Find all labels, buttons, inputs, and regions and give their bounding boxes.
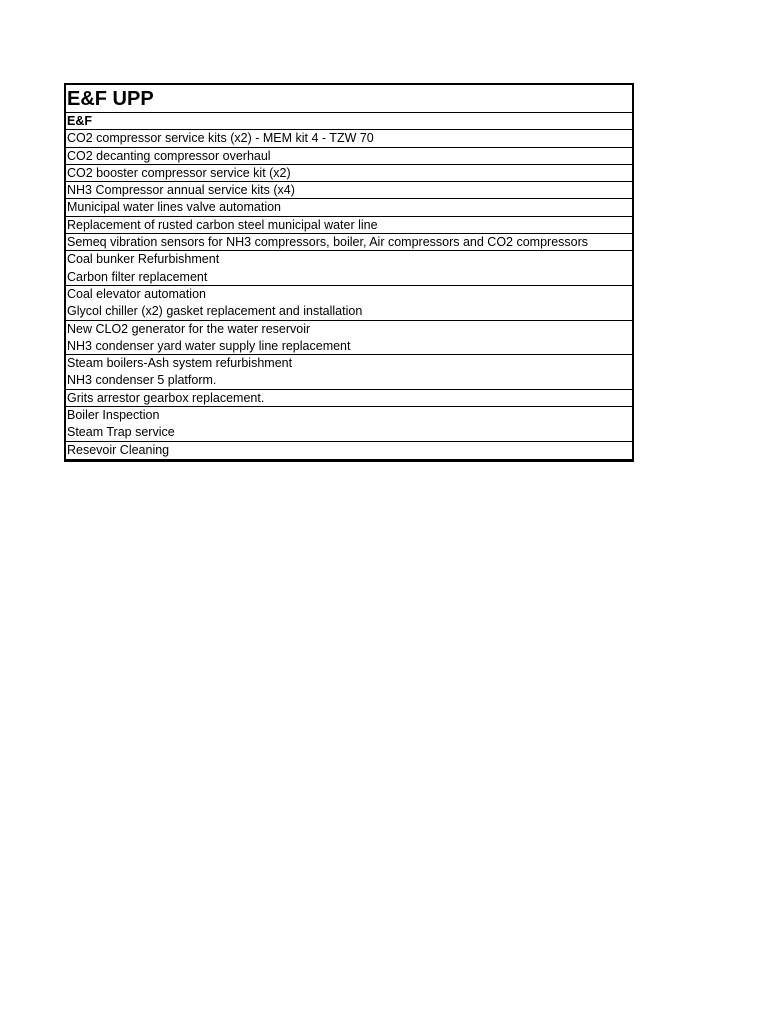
table-row[interactable]: NH3 condenser 5 platform. xyxy=(66,372,632,389)
table-row[interactable]: NH3 condenser yard water supply line replacement xyxy=(66,338,632,355)
table-row[interactable]: Municipal water lines valve automation xyxy=(66,199,632,216)
table-row[interactable]: Semeq vibration sensors for NH3 compressors, boiler, Air compressors and CO2 compressors xyxy=(66,234,632,251)
table-row[interactable]: CO2 compressor service kits (x2) - MEM kit 4 - TZW 70 xyxy=(66,130,632,147)
spreadsheet-table xyxy=(64,83,634,462)
table-row[interactable]: NH3 Compressor annual service kits (x4) xyxy=(66,182,632,199)
table-row[interactable]: Boiler Inspection xyxy=(67,408,160,423)
table-row[interactable]: Resevoir Cleaning xyxy=(67,442,170,457)
table-row[interactable]: Coal elevator automation xyxy=(67,286,206,301)
table-row[interactable]: Replacement of rusted carbon steel municipal water line xyxy=(66,217,632,234)
table-row[interactable]: Steam Trap service xyxy=(66,424,632,441)
table-row[interactable]: CO2 decanting compressor overhaul xyxy=(66,148,632,165)
table-row[interactable]: New CLO2 generator for the water reservoir xyxy=(67,321,311,336)
table-row[interactable]: Glycol chiller (x2) gasket replacement and installation xyxy=(66,303,632,320)
table-row[interactable]: Coal bunker Refurbishment xyxy=(67,252,220,267)
table-row[interactable]: Carbon filter replacement xyxy=(66,269,632,286)
table-row[interactable]: Steam boilers-Ash system refurbishment xyxy=(67,356,293,371)
table-row[interactable]: Grits arrestor gearbox replacement. xyxy=(66,390,632,407)
sheet-title[interactable]: E&F UPP xyxy=(66,85,632,113)
table-row[interactable]: CO2 booster compressor service kit (x2) xyxy=(66,165,632,182)
sheet-subheader[interactable]: E&F xyxy=(66,113,632,130)
